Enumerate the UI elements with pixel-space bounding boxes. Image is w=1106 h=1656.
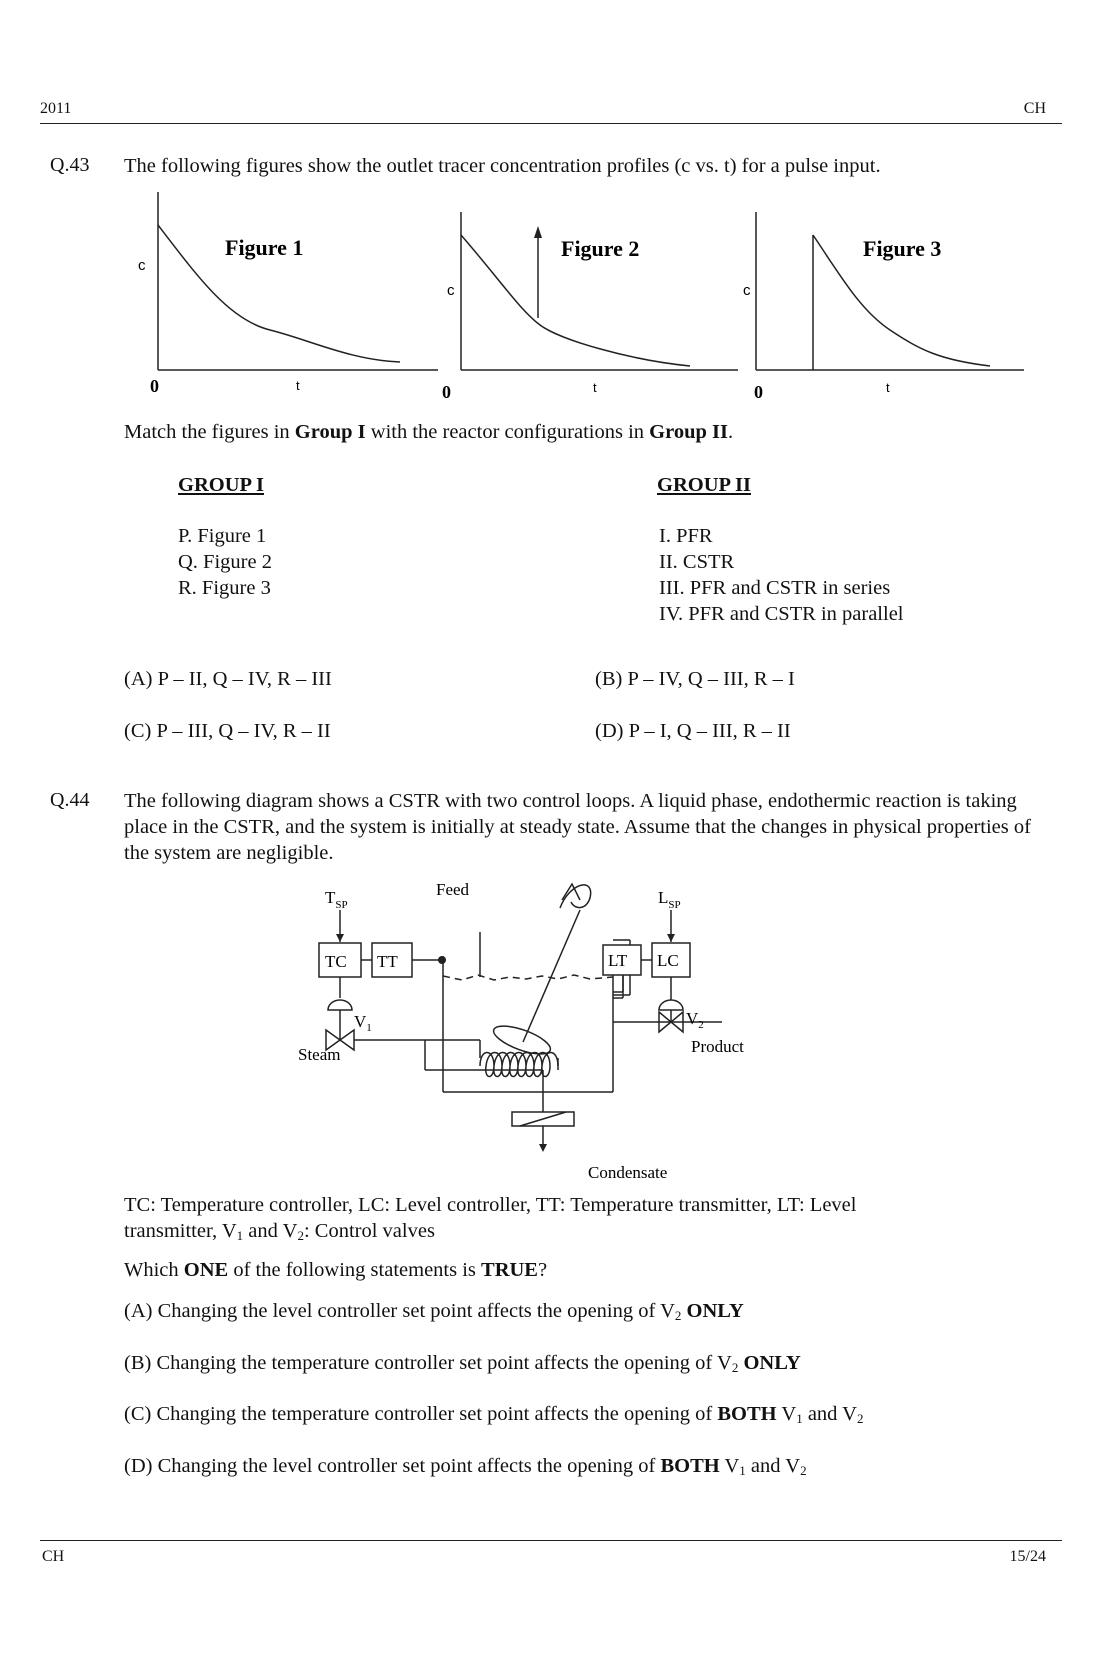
figure-1-xlabel: t bbox=[296, 378, 300, 393]
match-text-end: . bbox=[727, 421, 734, 443]
v2-sub: 2 bbox=[698, 1019, 704, 1031]
q44-a-text: (A) Changing the level controller set point affects the opening of V bbox=[124, 1300, 675, 1322]
q44-d-bold: BOTH bbox=[660, 1455, 720, 1477]
q44-b-text: (B) Changing the temperature controller set point affects the opening of V bbox=[124, 1352, 732, 1374]
q44-option-b[interactable] bbox=[124, 1350, 801, 1376]
figure-2 bbox=[442, 212, 738, 400]
footer-page-number: 15/24 bbox=[1009, 1548, 1046, 1565]
figure-3-xlabel: t bbox=[886, 380, 890, 395]
l-sp-sub: SP bbox=[668, 899, 681, 911]
which-pre: Which bbox=[124, 1259, 184, 1281]
v1-label bbox=[354, 1012, 372, 1034]
group-1-item-p: P. Figure 1 bbox=[178, 525, 267, 547]
which-one: ONE bbox=[183, 1259, 229, 1281]
v2-actuator bbox=[659, 1000, 683, 1010]
q44-question bbox=[124, 1257, 547, 1283]
group-2-item-3: III. PFR and CSTR in series bbox=[659, 577, 891, 599]
q44-legend-line-1: TC: Temperature controller, LC: Level controller, TT: Temperature transmitter, LT: Level bbox=[124, 1194, 857, 1216]
tc-label: TC bbox=[325, 952, 347, 971]
condensate-label: Condensate bbox=[588, 1163, 668, 1182]
lc-label: LC bbox=[657, 951, 679, 970]
legend-sub-2: 2 bbox=[297, 1228, 304, 1243]
q44-b-bold: ONLY bbox=[743, 1352, 801, 1374]
which-end: ? bbox=[537, 1259, 548, 1281]
figure-3 bbox=[743, 212, 1024, 400]
q44-d-text: (D) Changing the level controller set point affects the opening of bbox=[124, 1455, 661, 1477]
figure-3-title: Figure 3 bbox=[863, 236, 942, 261]
legend-sub-1: 1 bbox=[236, 1228, 244, 1243]
group-2-item-4: IV. PFR and CSTR in parallel bbox=[659, 603, 904, 625]
figure-2-xlabel: t bbox=[593, 380, 597, 395]
group-1-heading: GROUP I bbox=[178, 474, 264, 496]
t-sp-main: T bbox=[325, 888, 336, 907]
t-sp-sub: SP bbox=[335, 899, 348, 911]
liquid-level bbox=[443, 975, 613, 980]
q43-match-instruction bbox=[124, 419, 733, 445]
match-text-1: Match the figures in bbox=[124, 421, 295, 443]
q43-figures bbox=[120, 190, 1040, 400]
lt-label: LT bbox=[608, 951, 628, 970]
figure-1 bbox=[138, 192, 438, 396]
v1-body-right bbox=[340, 1030, 354, 1050]
legend-text-a: transmitter, V bbox=[124, 1220, 237, 1242]
header-year: 2011 bbox=[40, 100, 72, 117]
q44-option-c[interactable] bbox=[124, 1401, 863, 1427]
q44-c-text: (C) Changing the temperature controller set point affects the opening of bbox=[124, 1403, 718, 1425]
q44-d-v1: V bbox=[719, 1455, 740, 1477]
stirrer-shaft bbox=[523, 910, 580, 1042]
q44-option-d[interactable] bbox=[124, 1453, 807, 1479]
q44-c-sub1: 1 bbox=[796, 1411, 803, 1426]
tt-label: TT bbox=[377, 952, 398, 971]
figure-1-title: Figure 1 bbox=[225, 235, 304, 260]
q43-option-c[interactable]: (C) P – III, Q – IV, R – II bbox=[124, 720, 331, 742]
figure-3-origin: 0 bbox=[754, 382, 763, 400]
legend-text-b: and V bbox=[243, 1220, 298, 1242]
legend-text-c: : Control valves bbox=[303, 1220, 435, 1242]
which-true: TRUE bbox=[481, 1259, 538, 1281]
temperature-probe-dot bbox=[438, 956, 446, 964]
group-2-item-1: I. PFR bbox=[659, 525, 713, 547]
q43-option-a[interactable]: (A) P – II, Q – IV, R – III bbox=[124, 668, 332, 690]
q44-c-and: and V bbox=[802, 1403, 857, 1425]
q43-stem: The following figures show the outlet tracer concentration profiles (c vs. t) for a pulse input. bbox=[124, 155, 881, 177]
q43-option-d[interactable]: (D) P – I, Q – III, R – II bbox=[595, 720, 791, 742]
q44-option-a[interactable] bbox=[124, 1298, 744, 1324]
match-group-2: Group II bbox=[649, 421, 728, 443]
q44-d-and: and V bbox=[745, 1455, 801, 1477]
q44-c-bold: BOTH bbox=[717, 1403, 777, 1425]
footer-rule bbox=[40, 1540, 1062, 1541]
feed-label: Feed bbox=[436, 880, 470, 899]
product-label: Product bbox=[691, 1037, 744, 1056]
match-text-2: with the reactor configurations in bbox=[365, 421, 650, 443]
q44-legend-line-2 bbox=[124, 1218, 435, 1244]
q44-d-sub2: 2 bbox=[800, 1463, 807, 1478]
steam-label: Steam bbox=[298, 1045, 341, 1064]
match-group-1: Group I bbox=[294, 421, 366, 443]
group-1-item-q: Q. Figure 2 bbox=[178, 551, 272, 573]
figure-2-origin: 0 bbox=[442, 382, 451, 400]
v1-actuator bbox=[328, 1000, 352, 1010]
q44-a-bold: ONLY bbox=[686, 1300, 744, 1322]
q44-d-sub1: 1 bbox=[739, 1463, 746, 1478]
q43-option-b[interactable]: (B) P – IV, Q – III, R – I bbox=[595, 668, 795, 690]
footer-paper-code: CH bbox=[42, 1548, 65, 1565]
q44-a-sub: 2 bbox=[674, 1308, 682, 1323]
figure-1-ylabel: c bbox=[138, 257, 146, 274]
v1-main: V bbox=[354, 1012, 367, 1031]
heating-coil bbox=[480, 1053, 558, 1077]
l-sp-label bbox=[658, 888, 681, 911]
cstr-diagram bbox=[290, 880, 810, 1190]
q44-b-sub: 2 bbox=[731, 1360, 739, 1375]
figure-1-origin: 0 bbox=[150, 376, 159, 396]
group-2-item-2: II. CSTR bbox=[659, 551, 735, 573]
q44-stem: The following diagram shows a CSTR with two control loops. A liquid phase, endothermic reaction is taking place in the CSTR, and the system is initially at steady state. Assume that the changes in physical properties of the system are negligible. bbox=[124, 790, 1031, 864]
group-1-item-r: R. Figure 3 bbox=[178, 577, 271, 599]
q44-c-v1: V bbox=[776, 1403, 797, 1425]
figure-2-title: Figure 2 bbox=[561, 236, 640, 261]
v2-main: V bbox=[686, 1009, 699, 1028]
figure-2-ylabel: c bbox=[447, 282, 455, 299]
l-sp-main: L bbox=[658, 888, 669, 907]
v1-sub: 1 bbox=[366, 1022, 372, 1034]
q44-c-sub2: 2 bbox=[856, 1411, 864, 1426]
figure-3-ylabel: c bbox=[743, 282, 751, 299]
q43-number: Q.43 bbox=[50, 154, 90, 176]
group-2-heading: GROUP II bbox=[657, 474, 751, 496]
q44-number: Q.44 bbox=[50, 789, 90, 811]
v2-label bbox=[686, 1009, 704, 1031]
header-paper-code: CH bbox=[1023, 100, 1046, 117]
which-mid: of the following statements is bbox=[228, 1259, 482, 1281]
header-rule bbox=[40, 123, 1062, 124]
t-sp-label bbox=[325, 888, 348, 911]
